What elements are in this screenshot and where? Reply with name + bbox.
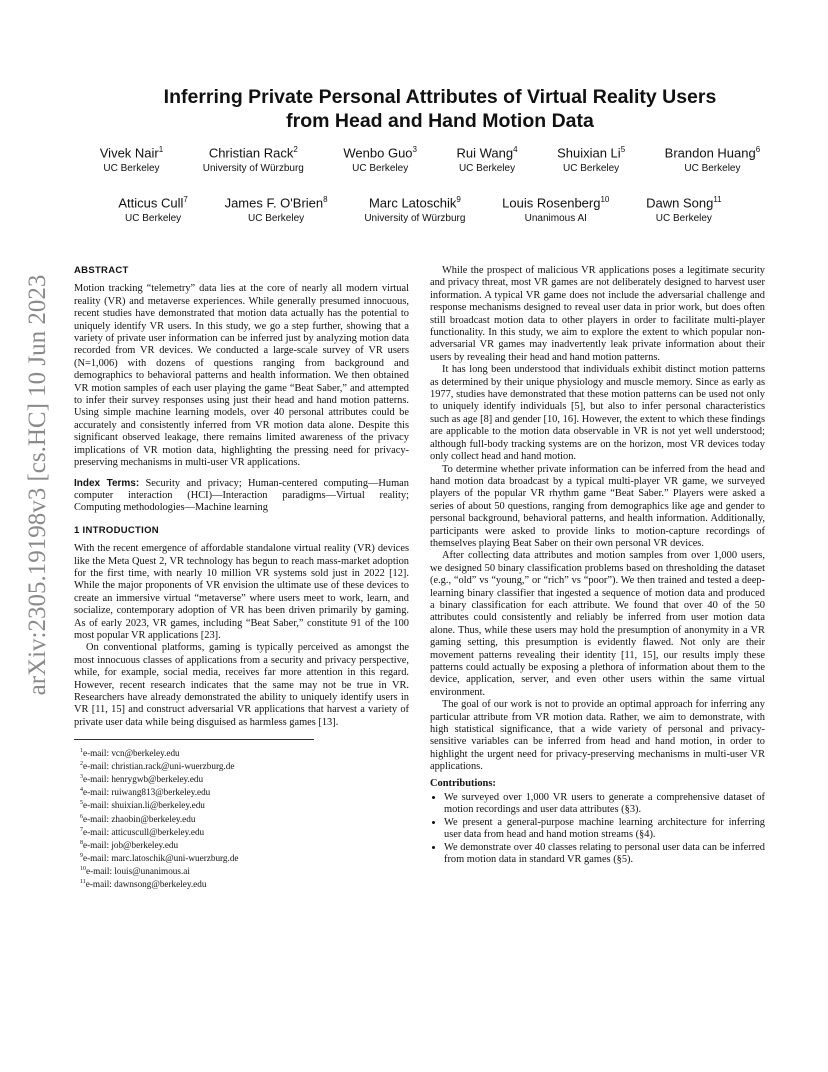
left-column <box>74 265 409 890</box>
intro-paragraph-1: With the recent emergence of affordable standalone virtual reality (VR) devices like the Meta Quest 2, VR technology has begun to reach mass-market adoption for the first time, with nearly 10 million VR systems sold just in 2022 [12]. While the major proponents of VR envision the ultimate use of these devices to create an immersive virtual “metaverse” where users meet to work, learn, and socialize, contemporary adoption of VR has been driven primarily by gaming. As of early 2023, VR games, including “Beat Saber,” constitute 91 of the 100 most popular VR applications [23]. <box>74 543 409 641</box>
index-terms-label: Index Terms: <box>74 477 140 489</box>
right-paragraph-2: It has long been understood that individuals exhibit distinct motion patterns as determined by their unique physiology and muscle memory. Since as early as 1977, studies have demonstrated that these motion patterns can be used not only to uniquely identify individuals [5], but also to infer personal characteristics such as age [8] and gender [10, 16]. However, the extent to which these findings are applicable to the motion data observable in VR is not yet well understood; although full-body tracking systems are on the horizon, most VR devices today only collect head and hand motion. <box>430 364 765 463</box>
right-paragraph-3: To determine whether private information can be inferred from the head and hand motion data broadcast by a typical multi-player VR game, we surveyed players of the popular VR rhythm game “Beat Saber.” Players were asked a series of about 50 questions, ranging from demographics like age and gender to personal background, behavioral patterns, and health information. Additionally, participants were asked to provide links to motion-capture recordings of themselves playing Beat Saber on their own personal VR devices. <box>430 463 765 549</box>
footnote: $^3$e-mail: henrygwb@berkeley.edu <box>80 774 204 785</box>
right-paragraph-4: After collecting data attributes and motion samples from over 1,000 users, we designed 50 binary classification problems based on thresholding the dataset (e.g., “old” vs “young,” or “rich” vs “poor”). We then trained and tested a deep-learning binary classifier that ingested a sequence of motion data and produced a binary classification for each attribute. We found that over 40 of the 50 attributes could consistently and reliably be inferred from user motion data alone. Thus, while these users may hold the presumption of anonymity in a VR gaming setting, this presumption is evidently flawed. Not only are their movement patterns revealing their identity [11, 15], our results imply these patterns could actually be exposing a plethora of information about them to the device, application, server, and even other users within the same virtual environment. <box>430 550 765 698</box>
title-line-1: Inferring Private Personal Attributes of Virtual Reality Users <box>163 86 717 108</box>
right-paragraph-5: The goal of our work is not to provide an optimal approach for inferring any particular attribute from VR motion data. Rather, we aim to demonstrate, with high statistical significance, that a wide variety of personal and privacy-sensitive variables can be inferred from head and hand motion, in order to highlight the urgent need for privacy-preserving mechanisms in multi-user VR applications. <box>430 699 765 773</box>
footnote: $^{11}$e-mail: dawnsong@berkeley.edu <box>80 878 207 889</box>
contributions-heading: Contributions: <box>430 777 496 789</box>
author: Vivek Nair$^1$ UC Berkeley <box>99 145 164 175</box>
author: Shuixian Li$^5$ UC Berkeley <box>557 145 626 175</box>
author: Dawn Song$^{11}$ UC Berkeley <box>646 195 722 225</box>
author: Wenbo Guo$^3$ UC Berkeley <box>343 145 417 175</box>
title-line-2: from Head and Hand Motion Data <box>286 110 594 132</box>
right-column <box>430 265 765 867</box>
footnote: $^7$e-mail: atticuscull@berkeley.edu <box>80 826 205 837</box>
author: Louis Rosenberg$^{10}$ Unanimous AI <box>502 195 610 225</box>
paper-title <box>90 85 790 133</box>
footnote: $^{10}$e-mail: louis@unanimous.ai <box>80 865 190 876</box>
footnote: $^1$e-mail: vcn@berkeley.edu <box>80 748 180 759</box>
right-paragraph-1: While the prospect of malicious VR applications poses a legitimate security and privacy threat, most VR games are not deliberately designed to harvest user information. A typical VR game does not include the adversarial challenge and response mechanisms designed to reveal user data in prior work, but does often still broadcast motion data to other players in order to facilitate multi-player functionality. In this study, we aim to explore the extent to which popular non-adversarial VR games may inadvertently leak private information about their users by revealing their head and hand motion patterns. <box>430 265 765 363</box>
contributions-list <box>430 792 765 866</box>
abstract-heading: ABSTRACT <box>74 265 129 276</box>
footnote: $^6$e-mail: zhaobin@berkeley.edu <box>80 813 196 824</box>
index-terms-text: Security and privacy; Human-centered computing—Human computer interaction (HCI)—Interaction paradigms—Virtual reality; Computing methodologies—Machine learning <box>74 477 409 514</box>
author: Rui Wang$^4$ UC Berkeley <box>456 145 518 175</box>
arxiv-stamp-text: arXiv:2305.19198v3 [cs.HC] 10 Jun 2023 <box>24 274 51 696</box>
author: Atticus Cull$^7$ UC Berkeley <box>118 195 188 225</box>
author: Marc Latoschik$^9$ University of Würzburg <box>364 195 466 225</box>
footnote: $^4$e-mail: ruiwang813@berkeley.edu <box>80 787 211 798</box>
list-item: • We demonstrate over 40 classes relating to personal user data can be inferred from motion data in standard VR games (§5). <box>444 842 765 867</box>
arxiv-side-stamp <box>18 274 58 696</box>
intro-heading: 1 INTRODUCTION <box>74 524 159 536</box>
author: Christian Rack$^2$ University of Würzburg <box>202 145 304 175</box>
author: Brandon Huang$^6$ UC Berkeley <box>664 145 761 175</box>
list-item: • We present a general-purpose machine learning architecture for inferring user data from head and hand motion streams (§4). <box>444 817 765 842</box>
footnote: $^2$e-mail: christian.rack@uni-wuerzburg.de <box>80 761 235 772</box>
list-item: • We surveyed over 1,000 VR users to generate a comprehensive dataset of motion recordings and user data attributes (§3). <box>444 792 765 817</box>
author: James F. O'Brien$^8$ UC Berkeley <box>224 195 328 225</box>
abstract-text: Motion tracking “telemetry” data lies at the core of nearly all modern virtual reality (VR) and metaverse experiences. While generally presumed innocuous, recent studies have demonstrated that motion data actually has the potential to uniquely identify VR users. In this study, we go a step further, showing that a variety of private user information can be inferred just by analyzing motion data recorded from VR devices. We conducted a large-scale survey of VR users (N=1,006) with dozens of questions ranging from background and demographics to behavioral patterns and health information. We then obtained VR motion samples of each user playing the game “Beat Saber,” and attempted to infer their survey responses using just their head and hand motion patterns. Using simple machine learning models, over 40 personal attributes could be accurately and consistently inferred from VR motion data alone. Despite this significant observed leakage, there remains limited awareness of the privacy implications of VR motion data, highlighting the pressing need for privacy-preserving mechanisms in multi-user VR applications. <box>74 283 409 469</box>
footnote: $^5$e-mail: shuixian.li@berkeley.edu <box>80 800 205 811</box>
authors-row-1 <box>80 142 780 176</box>
footnote: $^9$e-mail: marc.latoschik@uni-wuerzburg.de <box>80 852 239 863</box>
footnote-rule <box>74 739 314 740</box>
authors-row-2 <box>100 192 740 226</box>
index-terms <box>74 478 409 515</box>
intro-paragraph-2: On conventional platforms, gaming is typically perceived as amongst the most innocuous classes of applications from a security and privacy perspective, while, for example, social media, receives far more attention in this regard. However, recent research indicates that the same may not be true in VR. Researchers have already demonstrated the ability to uniquely identify users in VR [11, 15] and construct adversarial VR applications that harvest a variety of private user data while being disguised as harmless games [13]. <box>74 642 409 728</box>
footnote: $^8$e-mail: job@berkeley.edu <box>80 839 179 850</box>
